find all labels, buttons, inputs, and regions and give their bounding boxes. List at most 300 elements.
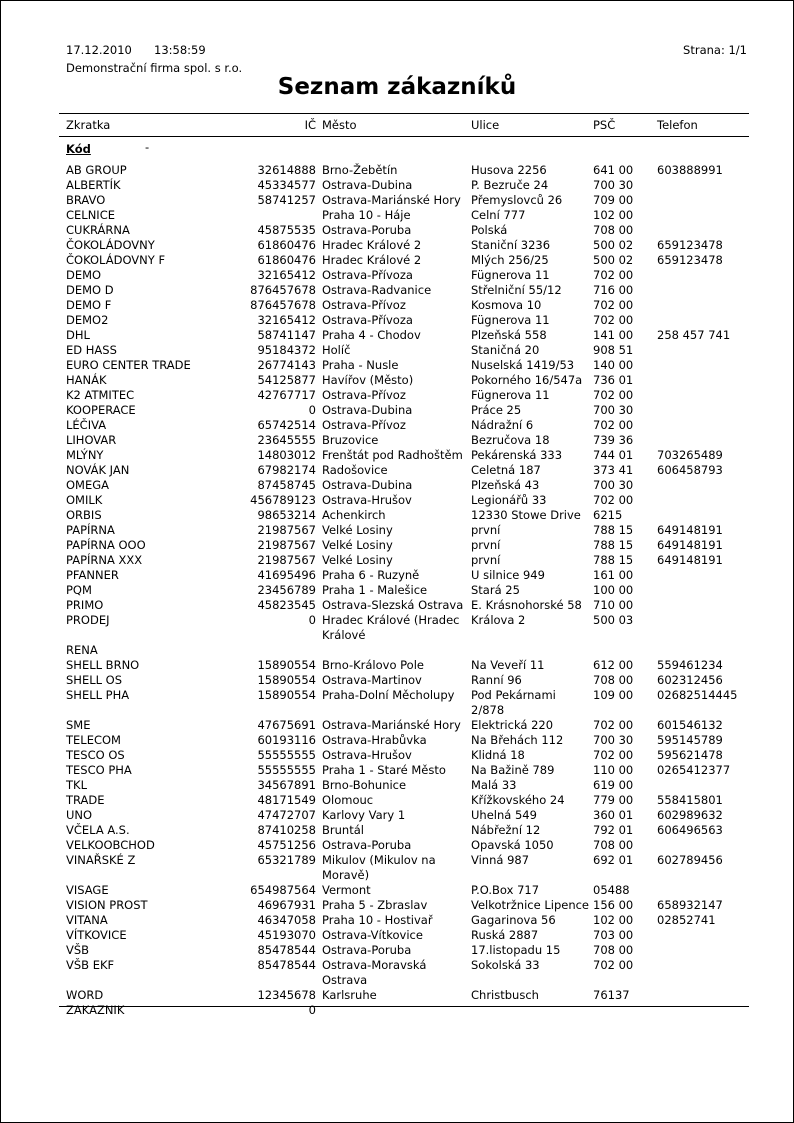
cell-psc: 702 00 (593, 958, 634, 972)
cell-psc: 792 01 (593, 823, 634, 837)
cell-telefon: 02852741 (657, 913, 716, 927)
cell-ulice: Pekárenská 333 (471, 448, 563, 462)
cell-mesto: Radošovice (322, 463, 388, 477)
cell-psc: 702 00 (593, 298, 634, 312)
cell-zkratka: TKL (66, 778, 87, 792)
cell-psc: 710 00 (593, 598, 634, 612)
cell-ulice: Střelniční 55/12 (471, 283, 562, 297)
cell-zkratka: SHELL PHA (66, 688, 130, 702)
cell-zkratka: CELNICE (66, 208, 115, 222)
cell-telefon: 658932147 (657, 898, 723, 912)
cell-mesto: Hradec Králové (Hradec (322, 613, 460, 627)
cell-zkratka: KOOPERACE (66, 403, 136, 417)
cell-psc: 703 00 (593, 928, 634, 942)
cell-ulice: Fügnerova 11 (471, 313, 550, 327)
cell-psc: 140 00 (593, 358, 634, 372)
cell-psc: 161 00 (593, 568, 634, 582)
cell-psc: 692 01 (593, 853, 634, 867)
cell-ic: 58741257 (257, 193, 316, 207)
cell-psc: 702 00 (593, 493, 634, 507)
table-row (1, 313, 794, 328)
cell-mesto: Ostrava-Poruba (322, 223, 412, 237)
cell-zkratka: EURO CENTER TRADE (66, 358, 191, 372)
cell-mesto: Ostrava-Slezská Ostrava (322, 598, 464, 612)
cell-zkratka: UNO (66, 808, 93, 822)
cell-ulice: E. Krásnohorské 58 (471, 598, 582, 612)
cell-zkratka: OMEGA (66, 478, 110, 492)
cell-psc: 736 01 (593, 373, 634, 387)
cell-telefon: 606496563 (657, 823, 723, 837)
cell-mesto: Havířov (Město) (322, 373, 414, 387)
cell-telefon: 595621478 (657, 748, 723, 762)
cell-ulice: Staniční 3236 (471, 238, 551, 252)
cell-ic: 47675691 (257, 718, 316, 732)
cell-ulice: Pod Pekárnami (471, 688, 556, 702)
cell-ic: 456789123 (250, 493, 316, 507)
table-row (1, 988, 794, 1003)
cell-psc: 100 00 (593, 583, 634, 597)
cell-ic: 45823545 (257, 598, 316, 612)
cell-mesto: Velké Losiny (322, 553, 393, 567)
cell-psc: 05488 (593, 883, 630, 897)
cell-ulice: první (471, 538, 501, 552)
footer-rule (59, 1006, 749, 1007)
cell-mesto: Ostrava-Radvanice (322, 283, 432, 297)
cell-zkratka: HANÁK (66, 373, 107, 387)
cell-ulice: P. Bezruče 24 (471, 178, 549, 192)
table-row (1, 733, 794, 748)
cell-ic: 85478544 (257, 958, 316, 972)
table-row (1, 748, 794, 763)
cell-mesto: Brno-Bohunice (322, 778, 407, 792)
cell-telefon: 0265412377 (657, 763, 731, 777)
cell-zkratka: OMILK (66, 493, 103, 507)
table-row (1, 388, 794, 403)
cell-zkratka: ALBERTÍK (66, 178, 121, 192)
cell-ulice: Křížkovského 24 (471, 793, 565, 807)
cell-mesto: Praha 6 - Ruzyně (322, 568, 420, 582)
column-header-zkratka: Zkratka (66, 118, 111, 132)
table-row (1, 838, 794, 853)
cell-mesto: Ostrava-Dubina (322, 178, 413, 192)
cell-ulice: Pokorného 16/547a (471, 373, 583, 387)
table-row (1, 358, 794, 373)
cell-zkratka: VITANA (66, 913, 108, 927)
cell-ulice: Fügnerova 11 (471, 388, 550, 402)
cell-psc: 788 15 (593, 523, 634, 537)
cell-zkratka: VÍTKOVICE (66, 928, 127, 942)
table-row (1, 823, 794, 838)
cell-psc: 708 00 (593, 223, 634, 237)
table-row (1, 328, 794, 343)
cell-ic: 61860476 (257, 253, 316, 267)
table-row (1, 943, 794, 958)
table-row (1, 193, 794, 208)
table-row (1, 883, 794, 898)
cell-mesto: Ostrava-Přívoz (322, 418, 406, 432)
cell-mesto: Ostrava-Přívoza (322, 313, 413, 327)
cell-ulice: Na Veveří 11 (471, 658, 545, 672)
cell-mesto: Achenkirch (322, 508, 386, 522)
report-date: 17.12.2010 (66, 43, 132, 57)
cell-psc: 102 00 (593, 913, 634, 927)
cell-ic: 0 (308, 1003, 316, 1017)
cell-ulice: Nádražní 6 (471, 418, 534, 432)
cell-ic: 32165412 (257, 313, 316, 327)
cell-psc: 708 00 (593, 943, 634, 957)
cell-zkratka: DEMO (66, 268, 102, 282)
cell-psc: 76137 (593, 988, 630, 1002)
header-rule-top (59, 113, 749, 114)
cell-ic: 61860476 (257, 238, 316, 252)
cell-psc: 708 00 (593, 673, 634, 687)
cell-zkratka: VELKOOBCHOD (66, 838, 155, 852)
cell-zkratka: VŠB EKF (66, 958, 115, 972)
cell-zkratka: SHELL BRNO (66, 658, 140, 672)
cell-mesto: Frenštát pod Radhoštěm (322, 448, 463, 462)
table-row (1, 898, 794, 913)
cell-zkratka: PAPÍRNA XXX (66, 553, 143, 567)
cell-zkratka: PAPÍRNA OOO (66, 538, 146, 552)
cell-telefon: 595145789 (657, 733, 723, 747)
report-time: 13:58:59 (154, 43, 206, 57)
table-row (1, 583, 794, 598)
cell-mesto: Karlovy Vary 1 (322, 808, 406, 822)
table-row (1, 343, 794, 358)
cell-zkratka: DEMO2 (66, 313, 109, 327)
cell-ic: 12345678 (257, 988, 316, 1002)
cell-ulice: Vinná 987 (471, 853, 530, 867)
cell-psc: 360 01 (593, 808, 634, 822)
cell-zkratka: TELECOM (66, 733, 121, 747)
cell-zkratka: RENA (66, 643, 98, 657)
cell-ulice: první (471, 523, 501, 537)
cell-ulice: Polská (471, 223, 508, 237)
cell-ic: 65321789 (257, 853, 316, 867)
cell-mesto2: Moravě) (322, 868, 370, 882)
cell-ulice: Malá 33 (471, 778, 517, 792)
cell-ulice: U silnice 949 (471, 568, 545, 582)
table-row (1, 523, 794, 538)
cell-mesto: Ostrava-Martinov (322, 673, 422, 687)
cell-mesto: Velké Losiny (322, 538, 393, 552)
cell-telefon: 649148191 (657, 538, 723, 552)
cell-zkratka: TESCO OS (66, 748, 125, 762)
cell-ic: 46347058 (257, 913, 316, 927)
cell-zkratka: PFANNER (66, 568, 119, 582)
cell-ulice: Stará 25 (471, 583, 520, 597)
cell-mesto2: Ostrava (322, 973, 368, 987)
cell-mesto: Hradec Králové 2 (322, 238, 422, 252)
cell-mesto: Ostrava-Hrabůvka (322, 733, 427, 747)
table-row (1, 508, 794, 523)
cell-ic: 654987564 (250, 883, 316, 897)
cell-zkratka: ORBIS (66, 508, 102, 522)
cell-psc: 709 00 (593, 193, 634, 207)
cell-ic: 95184372 (257, 343, 316, 357)
cell-ic: 26774143 (257, 358, 316, 372)
group-label: Kód (66, 142, 91, 156)
cell-zkratka: MLÝNY (66, 448, 104, 462)
cell-ic: 21987567 (257, 523, 316, 537)
cell-mesto: Ostrava-Přívoza (322, 268, 413, 282)
cell-ulice: Nábřežní 12 (471, 823, 541, 837)
cell-mesto: Vermont (322, 883, 371, 897)
cell-zkratka: DHL (66, 328, 90, 342)
cell-zkratka: PRIMO (66, 598, 104, 612)
cell-mesto: Ostrava-Moravská (322, 958, 427, 972)
cell-psc: 612 00 (593, 658, 634, 672)
cell-mesto: Ostrava-Hrušov (322, 748, 412, 762)
cell-mesto: Holíč (322, 343, 351, 357)
cell-zkratka: VISAGE (66, 883, 109, 897)
cell-mesto: Ostrava-Přívoz (322, 388, 406, 402)
table-row (1, 763, 794, 778)
table-row (1, 253, 794, 268)
cell-ulice: Králova 2 (471, 613, 526, 627)
page-title: Seznam zákazníků (277, 74, 517, 100)
column-header-psc: PSČ (593, 118, 616, 132)
page-number: Strana: 1/1 (683, 43, 747, 57)
cell-ic: 58741147 (257, 328, 316, 342)
cell-ic: 45334577 (257, 178, 316, 192)
cell-zkratka: BRAVO (66, 193, 106, 207)
cell-ic: 41695496 (257, 568, 316, 582)
cell-mesto: Praha-Dolní Měcholupy (322, 688, 455, 702)
cell-mesto: Praha 10 - Háje (322, 208, 411, 222)
cell-zkratka: DEMO F (66, 298, 112, 312)
cell-psc: 788 15 (593, 553, 634, 567)
cell-zkratka: ČOKOLÁDOVNY (66, 238, 155, 252)
cell-psc: 700 30 (593, 403, 634, 417)
cell-ulice: Velkotržnice Lipence (471, 898, 590, 912)
cell-ic: 42767717 (257, 388, 316, 402)
cell-psc: 373 41 (593, 463, 634, 477)
cell-ic: 67982174 (257, 463, 316, 477)
cell-mesto: Brno-Žebětín (322, 163, 398, 177)
cell-ic: 54125877 (257, 373, 316, 387)
cell-psc: 641 00 (593, 163, 634, 177)
cell-ulice: první (471, 553, 501, 567)
cell-telefon: 703265489 (657, 448, 723, 462)
cell-telefon: 559461234 (657, 658, 723, 672)
table-row (1, 163, 794, 178)
cell-psc: 156 00 (593, 898, 634, 912)
cell-telefon: 02682514445 (657, 688, 738, 702)
cell-telefon: 606458793 (657, 463, 723, 477)
cell-ulice: Přemyslovců 26 (471, 193, 563, 207)
cell-ic: 87458745 (257, 478, 316, 492)
cell-telefon: 601546132 (657, 718, 723, 732)
cell-ulice: Uhelná 549 (471, 808, 537, 822)
cell-ulice2: 2/878 (471, 703, 505, 717)
cell-ulice: Práce 25 (471, 403, 522, 417)
header-rule-bottom (59, 136, 749, 137)
cell-zkratka: NOVÁK JAN (66, 463, 130, 477)
cell-ulice: Ranní 96 (471, 673, 522, 687)
cell-ic: 45875535 (257, 223, 316, 237)
cell-mesto: Ostrava-Dubina (322, 478, 413, 492)
cell-zkratka: PAPÍRNA (66, 523, 115, 537)
cell-mesto: Ostrava-Vítkovice (322, 928, 423, 942)
cell-mesto: Praha - Nusle (322, 358, 399, 372)
cell-telefon: 603888991 (657, 163, 723, 177)
cell-psc: 141 00 (593, 328, 634, 342)
cell-ic: 15890554 (257, 688, 316, 702)
cell-mesto: Ostrava-Hrušov (322, 493, 412, 507)
cell-mesto: Olomouc (322, 793, 374, 807)
cell-zkratka: VISION PROST (66, 898, 148, 912)
cell-telefon: 649148191 (657, 553, 723, 567)
table-row (1, 493, 794, 508)
cell-zkratka: WORD (66, 988, 104, 1002)
cell-psc: 700 30 (593, 733, 634, 747)
column-header-ulice: Ulice (471, 118, 500, 132)
cell-zkratka: VINAŘSKÉ Z (66, 853, 136, 867)
cell-psc: 702 00 (593, 718, 634, 732)
cell-mesto: Mikulov (Mikulov na (322, 853, 436, 867)
cell-ulice: Sokolská 33 (471, 958, 540, 972)
cell-mesto: Ostrava-Přívoz (322, 298, 406, 312)
cell-mesto: Bruzovice (322, 433, 379, 447)
table-row (1, 463, 794, 478)
cell-psc: 739 36 (593, 433, 634, 447)
cell-mesto: Karlsruhe (322, 988, 377, 1002)
cell-ic: 0 (308, 403, 316, 417)
table-row (1, 928, 794, 943)
cell-mesto: Ostrava-Dubina (322, 403, 413, 417)
table-row (1, 433, 794, 448)
table-row (1, 673, 794, 688)
cell-zkratka: CUKRÁRNA (66, 223, 130, 237)
cell-ulice: Staničná 20 (471, 343, 540, 357)
cell-telefon: 558415801 (657, 793, 723, 807)
cell-ulice: 12330 Stowe Drive (471, 508, 581, 522)
cell-psc: 702 00 (593, 313, 634, 327)
cell-ic: 23456789 (257, 583, 316, 597)
cell-psc: 702 00 (593, 418, 634, 432)
cell-ic: 60193116 (257, 733, 316, 747)
column-header-telefon: Telefon (657, 118, 698, 132)
cell-ulice: Kosmova 10 (471, 298, 542, 312)
cell-ic: 21987567 (257, 553, 316, 567)
cell-ulice: Legionářů 33 (471, 493, 547, 507)
table-row (1, 718, 794, 733)
table-row (1, 958, 794, 987)
cell-ic: 32165412 (257, 268, 316, 282)
cell-telefon: 659123478 (657, 253, 723, 267)
cell-ulice: Ruská 2887 (471, 928, 539, 942)
cell-psc: 6215 (593, 508, 623, 522)
table-row (1, 403, 794, 418)
cell-ic: 98653214 (257, 508, 316, 522)
cell-ic: 14803012 (257, 448, 316, 462)
table-row (1, 553, 794, 568)
cell-zkratka: ČOKOLÁDOVNY F (66, 253, 166, 267)
cell-zkratka: ED HASS (66, 343, 117, 357)
cell-mesto: Brno-Královo Pole (322, 658, 424, 672)
cell-psc: 700 30 (593, 178, 634, 192)
cell-ulice: Fügnerova 11 (471, 268, 550, 282)
table-row (1, 178, 794, 193)
cell-psc: 500 02 (593, 238, 634, 252)
cell-mesto: Hradec Králové 2 (322, 253, 422, 267)
cell-ic: 876457678 (250, 283, 316, 297)
table-row (1, 568, 794, 583)
table-row (1, 658, 794, 673)
cell-ic: 21987567 (257, 538, 316, 552)
cell-mesto: Velké Losiny (322, 523, 393, 537)
table-row (1, 478, 794, 493)
cell-ulice: Na Břehách 112 (471, 733, 564, 747)
table-row (1, 373, 794, 388)
cell-psc: 702 00 (593, 388, 634, 402)
cell-telefon: 258 457 741 (657, 328, 731, 342)
cell-ic: 32614888 (257, 163, 316, 177)
cell-zkratka: DEMO D (66, 283, 114, 297)
cell-ic: 55555555 (257, 748, 316, 762)
cell-psc: 788 15 (593, 538, 634, 552)
cell-psc: 109 00 (593, 688, 634, 702)
cell-ic: 55555555 (257, 763, 316, 777)
cell-psc: 110 00 (593, 763, 634, 777)
cell-ic: 45193070 (257, 928, 316, 942)
cell-psc: 708 00 (593, 838, 634, 852)
cell-mesto: Praha 10 - Hostivař (322, 913, 433, 927)
cell-zkratka: TESCO PHA (66, 763, 132, 777)
cell-ic: 876457678 (250, 298, 316, 312)
table-row (1, 238, 794, 253)
table-row (1, 283, 794, 298)
cell-psc: 702 00 (593, 748, 634, 762)
cell-ic: 15890554 (257, 658, 316, 672)
cell-psc: 102 00 (593, 208, 634, 222)
table-row (1, 448, 794, 463)
cell-telefon: 649148191 (657, 523, 723, 537)
cell-psc: 908 51 (593, 343, 634, 357)
table-row (1, 778, 794, 793)
cell-zkratka: SHELL OS (66, 673, 123, 687)
cell-psc: 779 00 (593, 793, 634, 807)
cell-ulice: Elektrická 220 (471, 718, 554, 732)
cell-ic: 34567891 (257, 778, 316, 792)
cell-psc: 500 03 (593, 613, 634, 627)
table-row (1, 418, 794, 433)
table-row (1, 538, 794, 553)
cell-ulice: Nuselská 1419/53 (471, 358, 575, 372)
cell-ulice: Christbusch (471, 988, 539, 1002)
cell-mesto: Ostrava-Poruba (322, 838, 412, 852)
table-row (1, 853, 794, 882)
cell-zkratka: VČELA A.S. (66, 823, 130, 837)
cell-zkratka: K2 ATMITEC (66, 388, 135, 402)
table-row (1, 688, 794, 717)
cell-psc: 744 01 (593, 448, 634, 462)
group-value: - (145, 140, 150, 154)
cell-telefon: 659123478 (657, 238, 723, 252)
cell-ulice: Bezručova 18 (471, 433, 550, 447)
cell-ulice: Na Bažině 789 (471, 763, 555, 777)
table-row (1, 808, 794, 823)
cell-psc: 619 00 (593, 778, 634, 792)
table-row (1, 298, 794, 313)
cell-ulice: Celní 777 (471, 208, 526, 222)
cell-telefon: 602989632 (657, 808, 723, 822)
cell-ulice: Plzeňská 558 (471, 328, 547, 342)
cell-mesto2: Králové (322, 628, 366, 642)
cell-ic: 0 (308, 613, 316, 627)
cell-telefon: 602312456 (657, 673, 723, 687)
